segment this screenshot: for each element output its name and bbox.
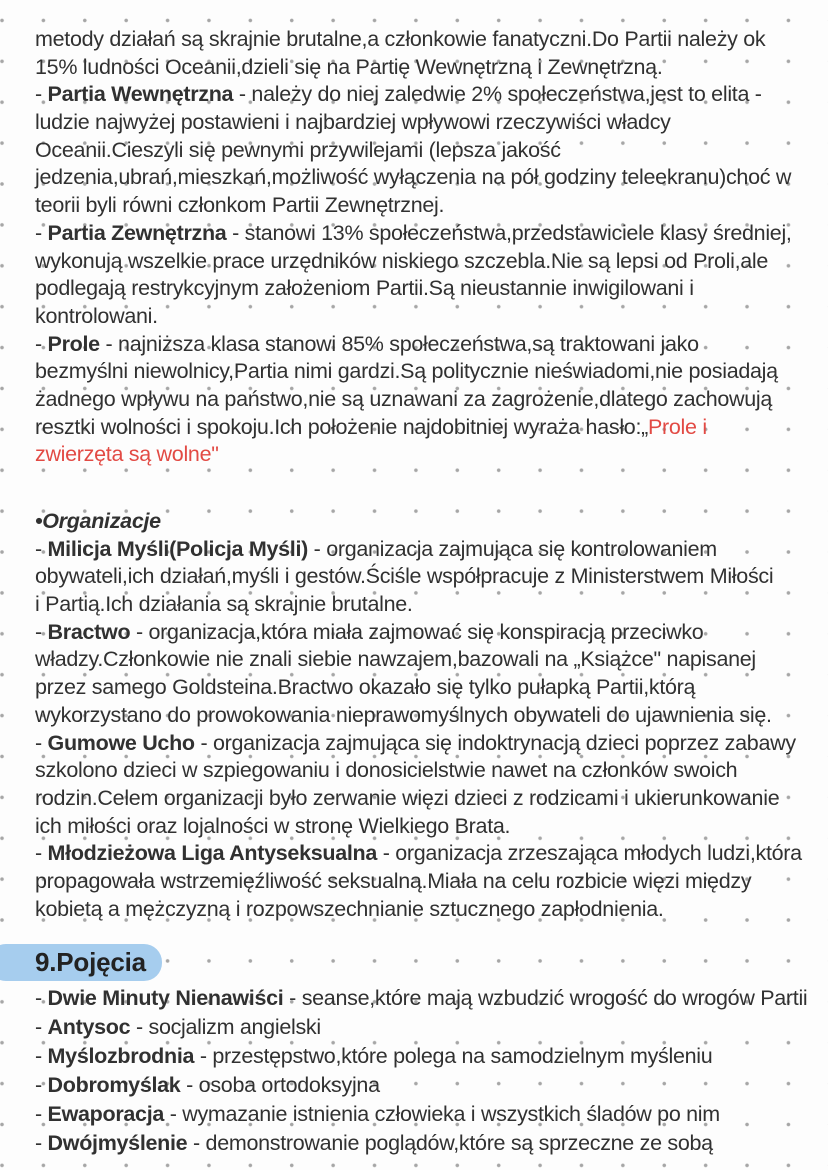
note-line bbox=[35, 674, 828, 702]
text-segment: wykonują wszelkie prace urzędników niskiego szczebla.Nie są lepsi od Proli,ale bbox=[35, 248, 769, 273]
note-line bbox=[35, 164, 828, 192]
text-segment: - najniższa klasa stanowi 85% społeczeństwa,są traktowani jako bbox=[99, 331, 699, 356]
text-segment: - bbox=[35, 1044, 48, 1069]
text-segment: metody działań są skrajnie brutalne,a członkowie fanatyczni.Do Partii należy ok bbox=[35, 27, 766, 51]
text-segment: teorii byli równi członkom Partii Zewnętrznej. bbox=[35, 193, 445, 218]
note-line bbox=[35, 26, 828, 54]
note-line bbox=[35, 109, 828, 137]
text-segment: i Partią.Ich działania są skrajnie brutalne. bbox=[35, 592, 413, 617]
text-segment: podlegają restrykcyjnym założeniom Partii.Są nieustannie inwigilowani i bbox=[35, 276, 694, 301]
text-segment: - bbox=[35, 1131, 48, 1156]
text-segment: zwierzęta są wolne" bbox=[35, 442, 219, 467]
text-segment: kobietą a mężczyzną i rozpowszechnianie sztucznego zapłodnienia. bbox=[35, 896, 664, 921]
blank-line bbox=[35, 469, 828, 508]
text-segment: Partia Zewnętrzna bbox=[47, 220, 227, 245]
text-segment: - należy do niej zaledwie 2% społeczeństwa,jest to elita - bbox=[233, 82, 762, 107]
note-line bbox=[35, 702, 828, 730]
note-line bbox=[35, 358, 828, 386]
text-segment: ich miłości oraz lojalności w stronę Wielkiego Brata. bbox=[35, 813, 511, 838]
heading-text: 9.Pojęcia bbox=[35, 947, 146, 978]
note-line bbox=[35, 54, 828, 82]
text-segment: rodzin.Celem organizacji było zerwanie więzi dzieci z rodzicami i ukierunkowanie bbox=[35, 785, 780, 810]
text-segment: •Organizacje bbox=[35, 509, 161, 533]
text-segment: Prole bbox=[47, 331, 100, 356]
note-line bbox=[35, 757, 828, 785]
text-segment: resztki wolności i spokoju.Ich położenie najdobitniej wyraża hasło:„ bbox=[35, 414, 648, 439]
note-line bbox=[35, 508, 828, 536]
text-segment: - demonstrowanie poglądów,które są sprzeczne ze sobą bbox=[187, 1131, 713, 1156]
text-segment: jedzenia,ubrań,mieszkań,możliwość wyłączenia na pół godziny teleekranu)choć w bbox=[35, 165, 792, 190]
note-line bbox=[35, 563, 828, 591]
note-line bbox=[35, 1071, 828, 1100]
note-line bbox=[35, 1013, 828, 1042]
text-segment: - bbox=[35, 220, 48, 245]
note-line bbox=[35, 1100, 828, 1129]
note-line bbox=[35, 785, 828, 813]
note-line bbox=[35, 414, 828, 442]
text-segment: Ewaporacja bbox=[47, 1102, 165, 1127]
text-segment: - organizacja,która miała zajmować się konspiracją przeciwko bbox=[130, 619, 704, 644]
note-line bbox=[35, 1042, 828, 1071]
heading-highlight bbox=[0, 944, 162, 981]
text-segment: propagowała wstrzemięźliwość seksualną.Miała na celu rozbicie więzi między bbox=[35, 868, 752, 893]
text-segment: - bbox=[35, 331, 48, 356]
text-segment: - stanowi 13% społeczeństwa,przedstawiciele klasy średniej, bbox=[226, 220, 792, 245]
text-segment: Bractwo bbox=[47, 619, 131, 644]
text-segment: - wymazanie istnienia człowieka i wszystkich śladów po nim bbox=[164, 1102, 720, 1127]
text-segment: - bbox=[35, 619, 48, 644]
text-segment: władzy.Członkowie nie znali siebie nawzajem,bazowali na „Książce" napisanej bbox=[35, 647, 756, 672]
text-segment: Antysoc bbox=[47, 1015, 131, 1040]
note-line bbox=[35, 896, 828, 924]
note-line bbox=[35, 813, 828, 841]
note-line bbox=[35, 730, 828, 758]
text-segment: Oceanii.Cieszyli się pewnymi przywilejami (lepsza jakość bbox=[35, 137, 561, 162]
text-segment: - bbox=[35, 1102, 48, 1127]
text-segment: Młodzieżowa Liga Antyseksualna bbox=[47, 841, 378, 866]
note-line bbox=[35, 275, 828, 303]
text-segment: Partia Wewnętrzna bbox=[47, 82, 234, 107]
note-line bbox=[35, 984, 828, 1013]
note-line bbox=[35, 248, 828, 276]
note-line bbox=[35, 840, 828, 868]
note-line bbox=[35, 868, 828, 896]
text-segment: wykorzystano do prowokowania nieprawomyślnych obywateli do ujawnienia się. bbox=[35, 702, 772, 727]
note-line bbox=[35, 331, 828, 359]
note-line bbox=[35, 441, 828, 469]
text-segment: obywateli,ich działań,myśli i gestów.Ściśle współpracuje z Ministerstwem Miłości bbox=[35, 564, 774, 589]
note-text-area[interactable] bbox=[35, 26, 828, 1158]
section-heading bbox=[35, 944, 828, 984]
note-line bbox=[35, 303, 828, 331]
text-segment: przez samego Goldsteina.Bractwo okazało się tylko pułapką Partii,którą bbox=[35, 675, 696, 700]
text-segment: - bbox=[35, 82, 48, 107]
text-segment: - bbox=[35, 730, 48, 755]
note-line bbox=[35, 137, 828, 165]
text-segment: - socjalizm angielski bbox=[130, 1015, 321, 1040]
note-line bbox=[35, 220, 828, 248]
text-segment: - bbox=[35, 1015, 48, 1040]
blank-line bbox=[35, 923, 828, 944]
text-segment: Dwie Minuty Nienawiści bbox=[47, 986, 284, 1011]
text-segment: żadnego wpływu na państwo,nie są uznawani za zagrożenie,dlatego zachowują bbox=[35, 386, 773, 411]
text-segment: kontrolowani. bbox=[35, 303, 158, 328]
note-line bbox=[35, 1129, 828, 1158]
note-line bbox=[35, 81, 828, 109]
text-segment: - przestępstwo,które polega na samodzielnym myśleniu bbox=[194, 1044, 713, 1069]
note-line bbox=[35, 386, 828, 414]
note-line bbox=[35, 619, 828, 647]
text-segment: Dobromyślak bbox=[47, 1073, 181, 1098]
note-line bbox=[35, 536, 828, 564]
text-segment: 15% ludności Oceanii,dzieli się na Partię Wewnętrzną i Zewnętrzną. bbox=[35, 54, 663, 79]
text-segment: - organizacja zajmująca się indoktrynacją dzieci poprzez zabawy bbox=[194, 730, 796, 755]
text-segment: Milicja Myśli(Policja Myśli) bbox=[47, 536, 308, 561]
text-segment: - organizacja zajmująca się kontrolowaniem bbox=[307, 536, 717, 561]
note-line bbox=[35, 591, 828, 619]
text-segment: - bbox=[35, 841, 48, 866]
text-segment: Dwójmyślenie bbox=[47, 1131, 188, 1156]
text-segment: Myślozbrodnia bbox=[47, 1044, 195, 1069]
note-line bbox=[35, 192, 828, 220]
text-segment: Gumowe Ucho bbox=[47, 730, 195, 755]
text-segment: - organizacja zrzeszająca młodych ludzi,która bbox=[377, 841, 802, 866]
text-segment: bezmyślni niewolnicy,Partia nimi gardzi.Są politycznie nieświadomi,nie posiadają bbox=[35, 359, 778, 384]
text-segment: - bbox=[35, 1073, 48, 1098]
text-segment: - bbox=[35, 986, 48, 1011]
text-segment: szkolono dzieci w szpiegowaniu i donosicielstwie nawet na członków swoich bbox=[35, 758, 738, 783]
text-segment: - osoba ortodoksyjna bbox=[180, 1073, 380, 1098]
text-segment: Prole i bbox=[647, 414, 707, 439]
text-segment: ludzie najwyżej postawieni i najbardziej wpływowi rzeczywiści władcy bbox=[35, 110, 671, 135]
text-segment: - bbox=[35, 536, 48, 561]
text-segment: - seanse,które mają wzbudzić wrogość do wrogów Partii bbox=[283, 986, 808, 1011]
note-line bbox=[35, 646, 828, 674]
